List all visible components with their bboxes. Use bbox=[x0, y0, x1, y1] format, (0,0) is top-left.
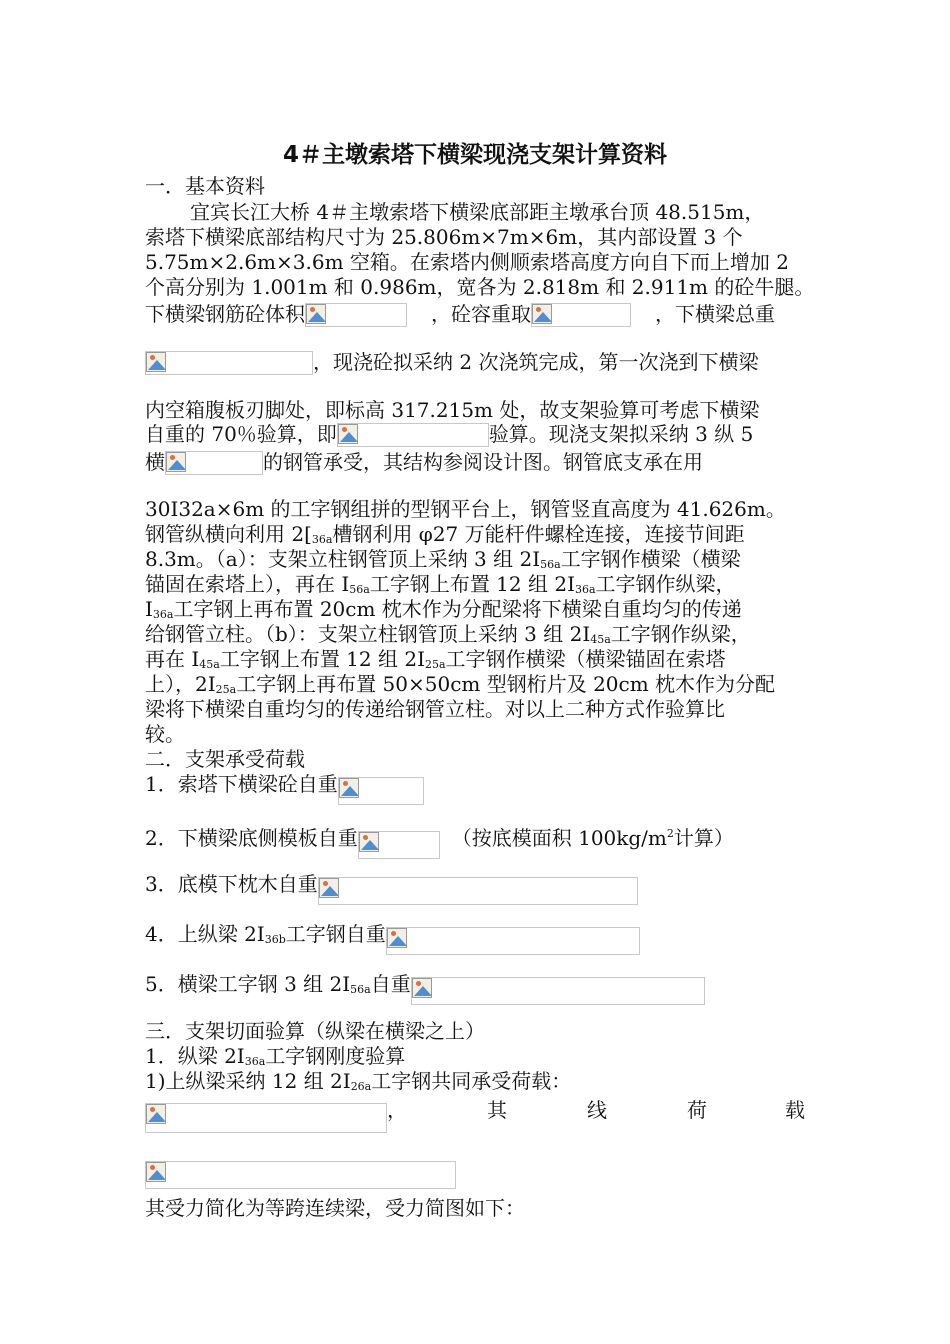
broken-image-icon bbox=[387, 928, 407, 948]
equation-image-placeholder bbox=[338, 777, 424, 805]
equation-image-placeholder bbox=[411, 977, 705, 1005]
text-run: 工字钢作纵梁， bbox=[610, 622, 751, 646]
equation-image-placeholder bbox=[145, 351, 313, 375]
text-run: 工字钢刚度验算 bbox=[265, 1044, 406, 1068]
equation-image-placeholder bbox=[386, 927, 640, 955]
text-run: ，现浇砼拟采纳 2 次浇筑完成，第一次浇到下横梁 bbox=[313, 350, 759, 374]
equation-image-placeholder bbox=[337, 423, 489, 447]
text-run: 工字钢上再布置 50×50cm 型钢桁片及 20cm 枕木作为分配 bbox=[236, 672, 776, 696]
text-run: 下横梁钢筋砼体积 bbox=[145, 302, 305, 326]
text-run: 5．横梁工字钢 3 组 2I bbox=[145, 972, 351, 996]
paragraph-line: 5.75m×2.6m×3.6m 空箱。在索塔内侧顺索塔高度方向自下而上增加 2 bbox=[145, 250, 789, 274]
text-run: 计算） bbox=[673, 826, 734, 850]
text-run: 1．索塔下横梁砼自重 bbox=[145, 772, 338, 796]
paragraph-line: 较。 bbox=[145, 722, 185, 746]
broken-image-icon bbox=[532, 304, 552, 324]
text-run: 工字钢上再布置 20cm 枕木作为分配梁将下横梁自重均匀的传递 bbox=[173, 597, 742, 621]
subscript: 56a bbox=[350, 983, 371, 996]
text-run: 荷 bbox=[687, 1098, 707, 1122]
equation-image-placeholder bbox=[145, 1161, 456, 1189]
text-run: ，下横梁总重 bbox=[655, 302, 775, 326]
text-run: 1)上纵梁采纳 12 组 2I bbox=[145, 1069, 351, 1093]
text-run: 工字钢上布置 12 组 2I bbox=[219, 647, 425, 671]
text-run: 的钢管承受，其结构参阅设计图。钢管底支承在用 bbox=[263, 450, 703, 474]
text-run: 4．上纵梁 2I bbox=[145, 922, 265, 946]
text-run: 横 bbox=[145, 450, 165, 474]
paragraph-line bbox=[145, 422, 753, 447]
paragraph-line: 宜宾长江大桥 4＃主墩索塔下横梁底部距主墩承台顶 48.515m， bbox=[190, 200, 765, 224]
text-run: 载 bbox=[785, 1098, 805, 1122]
broken-image-icon bbox=[146, 1162, 166, 1182]
broken-image-icon bbox=[412, 978, 432, 998]
text-run: 给钢管立柱。（b）：支架立柱钢管顶上采纳 3 组 2I bbox=[145, 622, 591, 646]
paragraph-line: 个高分别为 1.001m 和 0.986m，宽各为 2.818m 和 2.911m 的砼牛腿。 bbox=[145, 275, 815, 299]
text-run: 工字钢自重 bbox=[285, 922, 386, 946]
text-run: 工字钢作横梁（横梁锚固在索塔 bbox=[445, 647, 726, 671]
text-run: 自重 bbox=[370, 972, 411, 996]
paragraph-line: 内空箱腹板刃脚处，即标高 317.215m 处，故支架验算可考虑下横梁 bbox=[145, 398, 760, 422]
load-item-3 bbox=[145, 872, 638, 905]
text-run: 工字钢作纵梁， bbox=[595, 572, 736, 596]
paragraph-line bbox=[145, 1069, 571, 1099]
load-item-1 bbox=[145, 772, 424, 805]
broken-image-icon bbox=[359, 832, 379, 852]
text-run: 8.3m。（a）：支架立柱钢管顶上采纳 3 组 2I bbox=[145, 547, 541, 571]
text-run: 工字钢上布置 12 组 2I bbox=[369, 572, 575, 596]
text-run: 其 bbox=[487, 1098, 507, 1122]
equation-image-placeholder bbox=[531, 303, 631, 327]
paragraph-line bbox=[145, 450, 703, 475]
text-run: 线 bbox=[587, 1098, 607, 1122]
text-run: 工字钢作横梁（横梁 bbox=[560, 547, 741, 571]
subscript: 36a bbox=[152, 608, 174, 621]
subscript: 36a bbox=[574, 583, 596, 596]
subscript: 25a bbox=[424, 658, 446, 671]
text-run: ， bbox=[387, 1098, 407, 1122]
broken-image-icon bbox=[339, 778, 359, 798]
equation-image-placeholder bbox=[358, 831, 440, 859]
subscript: 56a bbox=[540, 558, 561, 571]
load-item-2 bbox=[145, 822, 734, 859]
text-run: 锚固在索塔上），再在 I bbox=[145, 572, 350, 596]
text-run: 1．纵梁 2I bbox=[145, 1044, 245, 1068]
subscript: 45a bbox=[199, 658, 220, 671]
text-run: 3．底模下枕木自重 bbox=[145, 872, 318, 896]
load-item-5 bbox=[145, 972, 705, 1005]
text-run: 槽钢利用 φ27 万能杆件螺栓连接，连接节间距 bbox=[332, 522, 745, 546]
paragraph-line bbox=[145, 1156, 456, 1189]
load-item-4 bbox=[145, 922, 640, 955]
equation-image-placeholder bbox=[165, 451, 263, 475]
broken-image-icon bbox=[319, 878, 339, 898]
paragraph-line bbox=[145, 350, 758, 375]
broken-image-icon bbox=[146, 352, 166, 372]
text-run: 上），2I bbox=[145, 672, 216, 696]
text-run: I bbox=[145, 597, 153, 621]
subscript: 45a bbox=[590, 633, 611, 646]
paragraph-line: 30I32a×6m 的工字钢组拼的型钢平台上，钢管竖直高度为 41.626m。 bbox=[145, 497, 786, 521]
subscript: 26a bbox=[350, 1080, 372, 1093]
text-run: 再在 I bbox=[145, 647, 200, 671]
paragraph-line: 其受力简化为等跨连续梁，受力简图如下： bbox=[145, 1196, 525, 1220]
subscript: 36b bbox=[264, 933, 286, 946]
equation-image-placeholder bbox=[305, 303, 407, 327]
text-run: 2．下横梁底侧模板自重 bbox=[145, 826, 358, 850]
paragraph-line: 梁将下横梁自重均匀的传递给钢管立柱。对以上二种方式作验算比 bbox=[145, 697, 725, 721]
text-run: ，砼容重取 bbox=[431, 302, 531, 326]
equation-image-placeholder bbox=[318, 877, 638, 905]
subscript: 25a bbox=[215, 683, 237, 696]
broken-image-icon bbox=[338, 424, 358, 444]
text-run: 钢管纵横向利用 2[ bbox=[145, 522, 312, 546]
subscript: 36a bbox=[244, 1055, 266, 1068]
paragraph-line bbox=[145, 302, 775, 327]
text-run: 工字钢共同承受荷载： bbox=[371, 1069, 572, 1093]
text-run: 验算。现浇支架拟采纳 3 纵 5 bbox=[488, 422, 754, 446]
paragraph-line bbox=[145, 1098, 805, 1133]
section-heading-basic-info: 一．基本资料 bbox=[145, 174, 265, 198]
document-title: 4＃主墩索塔下横梁现浇支架计算资料 bbox=[282, 142, 667, 168]
text-run: 自重的 70％验算，即 bbox=[145, 422, 337, 446]
subscript: 56a bbox=[349, 583, 370, 596]
paragraph-line: 索塔下横梁底部结构尺寸为 25.806m×7m×6m，其内部设置 3 个 bbox=[145, 225, 743, 249]
equation-image-placeholder bbox=[145, 1103, 387, 1133]
text-run: （按底模面积 100kg/m bbox=[451, 826, 667, 850]
broken-image-icon bbox=[306, 304, 326, 324]
superscript: 2 bbox=[666, 827, 674, 840]
broken-image-icon bbox=[146, 1104, 166, 1124]
section-heading-loads: 二．支架承受荷载 bbox=[145, 747, 305, 771]
broken-image-icon bbox=[166, 452, 186, 472]
subscript: 36a bbox=[311, 533, 333, 546]
section-heading-verification: 三．支架切面验算（纵梁在横梁之上） bbox=[145, 1019, 485, 1043]
